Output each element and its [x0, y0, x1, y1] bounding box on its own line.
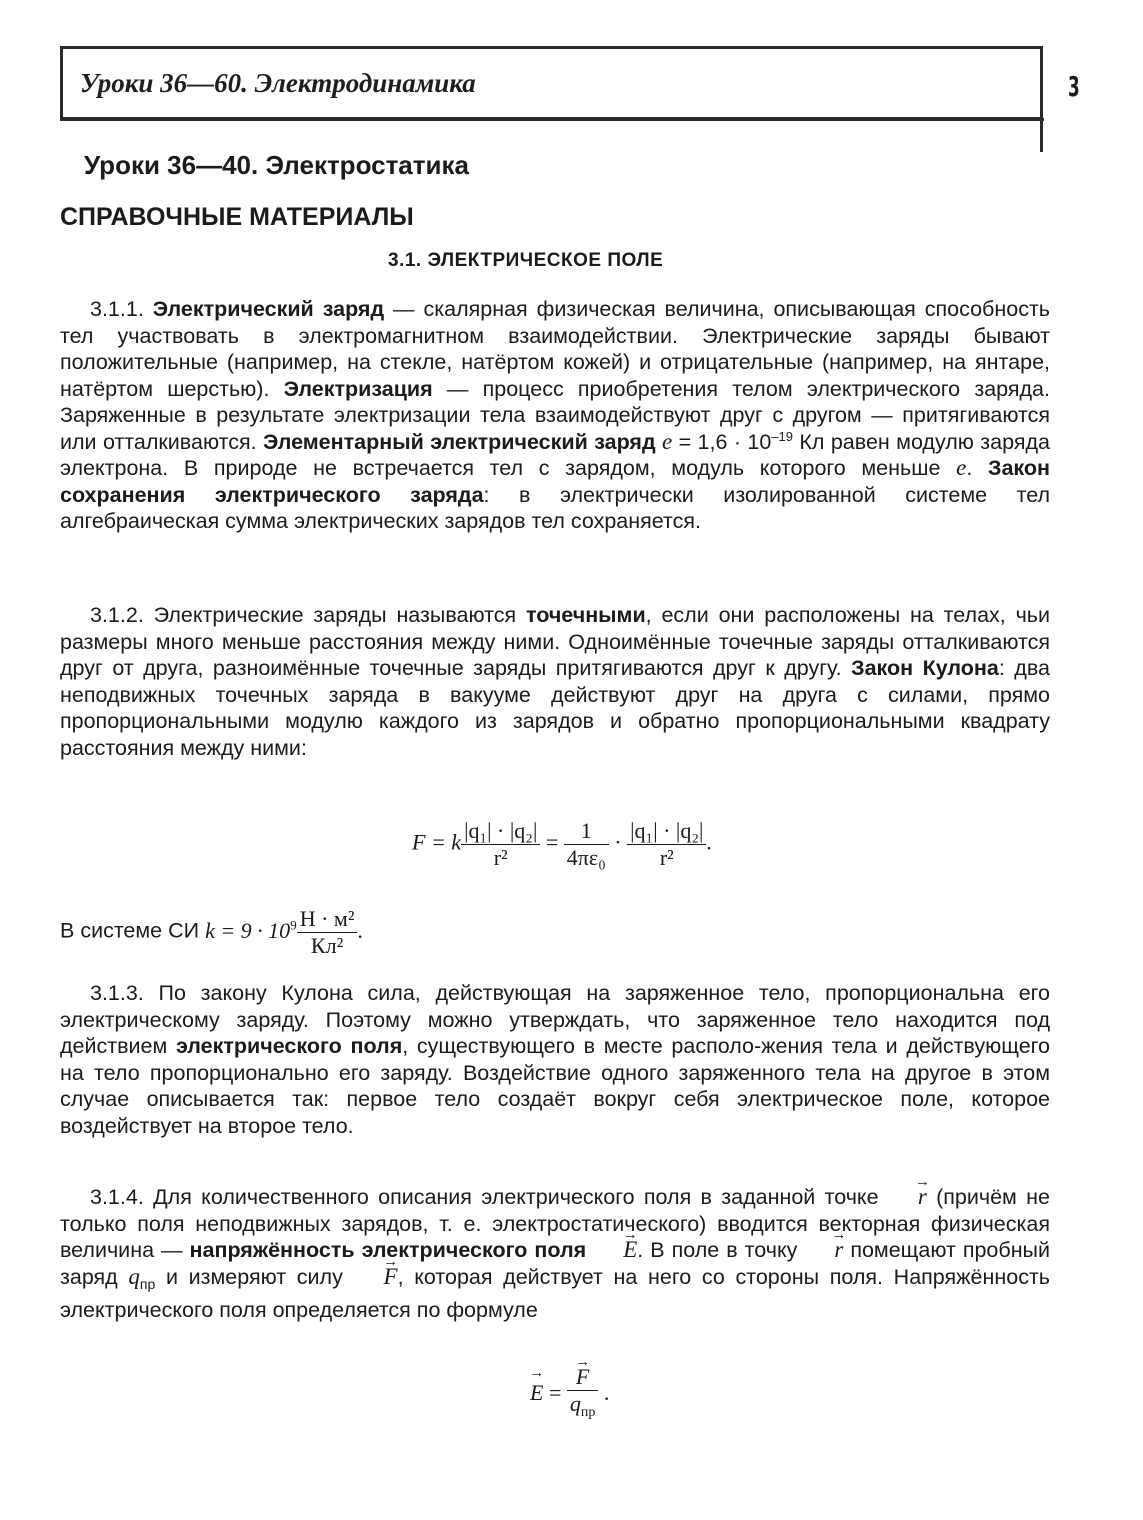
coulomb-fraction-1: $\frac{\text{|q₁| · |q₂|}}{\text{r²}}$ — [461, 818, 540, 871]
page-number: 3 — [1068, 70, 1080, 103]
paragraph-3-1-1: 3.1.1. Электрический заряд — скалярная физическая величина, описывающая способность тел участвовать в электромагнитном взаимодействии. Электрические заряды бывают положительные (например, на стекле, натёртом кожей) и отрицательные (например, на янтаре, натёртом шерстью). Электризация — процесс приобретения телом электрического заряда. Заряженные в результате электризации тела взаимодействуют друг с другом — притягиваются или отталкиваются. Элементарный электрический заряд $e = 1,6 \cdot 10^{-19}$ Кл равен модулю заряда электрона. В природе не встречается тел с зарядом, модуль которого меньше e. Закон сохранения электрического заряда: в электрически изолированной системе тел алгебраическая сумма электрических зарядов тел сохраняется. — [60, 297, 1051, 533]
running-header-title: Уроки 36—60. Электродинамика — [80, 68, 476, 98]
header-divider — [1040, 46, 1043, 152]
lesson-title: Уроки 36—40. Электростатика — [84, 150, 469, 180]
field-fraction: → $\frac{F}{q_{пр}}$ — [567, 1364, 599, 1426]
header-rule — [60, 118, 1044, 121]
coulomb-fraction-2: $\frac{1}{\text{4πε₀}}$ — [564, 818, 609, 871]
si-unit-fraction: $\frac{\text{Н · м²}}{\text{Кл²}}$ — [297, 906, 358, 959]
reference-title: СПРАВОЧНЫЕ МАТЕРИАЛЫ — [60, 203, 414, 231]
coulomb-formula: F = k $\frac{\text{|q₁| · |q₂|}}{\text{r²}}$ = $\frac{1}{\text{4πε₀}}$ · $\frac{\text{|q₁| · |q₂|}}{\text{r²}}$ . — [412, 818, 712, 870]
coulomb-fraction-3: $\frac{\text{|q₁| · |q₂|}}{\text{r²}}$ — [627, 818, 706, 871]
paragraph-3-1-3: 3.1.3. По закону Кулона сила, действующая на заряженное тело, пропорциональна его электрическому заряду. Поэтому можно утверждать, что заряженное тело находится под действием электрического поля, существующего в месте располо-жения тела и действующего на тело пропорционально его заряду. Воздействие одного заряженного тела на другое в этом случае описывается так: первое тело создаёт вокруг себя электрическое поле, которое воздействует на второе тело. — [60, 981, 1050, 1138]
si-constant-line: В системе СИ $k = 9 \cdot 10^9$ $\frac{\text{Н · м²}}{\text{Кл²}}$ . — [60, 906, 363, 958]
section-title: 3.1. ЭЛЕКТРИЧЕСКОЕ ПОЛЕ — [388, 250, 664, 271]
field-strength-formula: → E = → $\frac{F}{q_{пр}}$ . — [530, 1364, 609, 1426]
paragraph-3-1-2: 3.1.2. Электрические заряды называются точечными, если они расположены на телах, чьи размеры много меньше расстояния между ними. Одноимённые точечные заряды отталкиваются друг от друга, разноимённые точечные заряды притягиваются друг к другу. Закон Кулона: два неподвижных точечных заряда в вакууме действуют друг на друга с силами, прямо пропорциональными модулю каждого из зарядов и обратно пропорциональными квадрату расстояния между ними: — [60, 603, 1051, 760]
paragraph-3-1-4: 3.1.4. Для количественного описания электрического поля в заданной точке → r (причём не только поля неподвижных зарядов, т. е. электростатического) вводится векторная физическая величина — напряжённость электрического поля → E. В поле в точку → r помещают пробный заряд $q_{пр}$ и измеряют силу → F, которая действует на него со стороны поля. Напряжённость электрического поля определяется по формуле — [60, 1184, 1050, 1324]
